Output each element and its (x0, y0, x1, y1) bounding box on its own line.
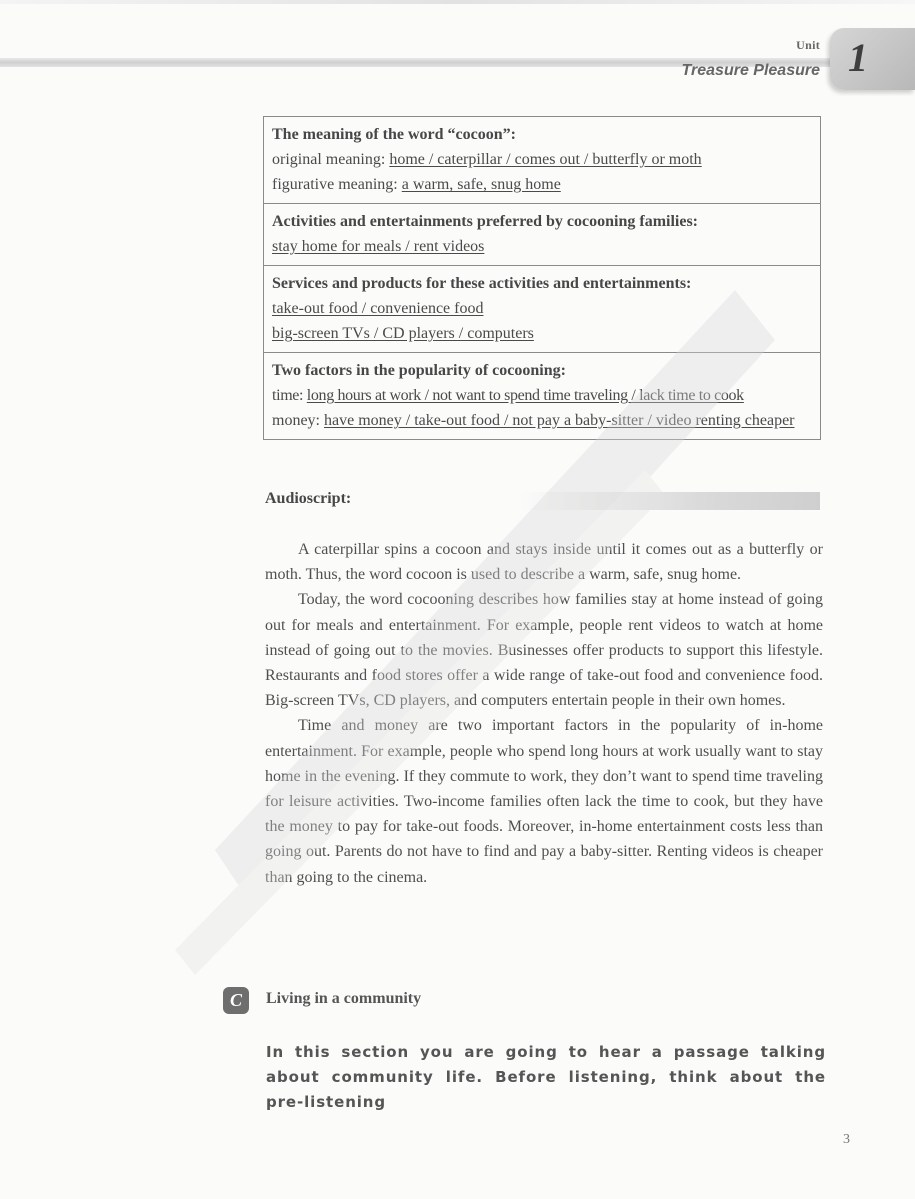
row-line (272, 383, 812, 408)
notes-table (263, 116, 821, 440)
row-line (272, 321, 812, 346)
answer-text: big-screen TVs / CD players / computers (272, 325, 534, 342)
section-c-title: Living in a community (266, 990, 422, 1007)
script-paragraph: Time and money are two important factors in the popularity of in-home entertainment. For example, people who spend long hours at work usually want to stay home in the evening. If they commute to work, they don’t want to spend time traveling for leisure activities. Two-income families often lack the time to cook, but they have the money to pay for take-out foods. Moreover, in-home entertainment costs less than going out. Parents do not have to find and pay a baby-sitter. Renting videos is cheaper than going to the cinema. (265, 717, 823, 886)
unit-tab (830, 28, 915, 90)
answer-text: have money / take-out food / not pay a baby-sitter / video renting cheaper (324, 412, 795, 429)
unit-label: Unit (796, 38, 820, 52)
audioscript-heading: Audioscript: (265, 490, 352, 507)
answer-text: a warm, safe, snug home (401, 176, 561, 193)
page-number: 3 (843, 1132, 850, 1147)
row-heading: Two factors in the popularity of cocooning: (272, 362, 566, 379)
row-heading: Activities and entertainments preferred by cocooning families: (272, 213, 699, 230)
row-line (272, 172, 812, 197)
script-paragraph: A caterpillar spins a cocoon and stays inside until it comes out as a butterfly or moth. Thus, the word cocoon is used to describe a warm, safe, snug home. (265, 541, 823, 584)
line-prefix: time: (272, 387, 307, 404)
table-row-factors (264, 353, 820, 439)
audioscript-body (265, 537, 823, 890)
line-prefix: figurative meaning: (272, 176, 402, 193)
row-heading: Services and products for these activities and entertainments: (272, 275, 692, 292)
answer-text: take-out food / convenience food (272, 300, 484, 317)
row-line (272, 408, 812, 433)
line-prefix: original meaning: (272, 151, 390, 168)
table-row-activities (264, 204, 820, 266)
answer-text: long hours at work / not want to spend time traveling / lack time to cook (306, 387, 744, 404)
section-c-instructions: In this section you are going to hear a passage talking about community life. Before listening, think about the pre-listening (266, 1043, 826, 1111)
page-top-edge (0, 0, 915, 4)
row-line (272, 296, 812, 321)
script-paragraph: Today, the word cocooning describes how families stay at home instead of going out for meals and entertainment. For example, people rent videos to watch at home instead of going out to the movies. Businesses offer products to support this lifestyle. Restaurants and food stores offer a wide range of take-out food and convenience food. Big-screen TVs, CD players, and computers entertain people in their own homes. (265, 591, 823, 710)
row-line (272, 147, 812, 172)
line-prefix: money: (272, 412, 324, 429)
table-row-cocoon-meaning (264, 117, 820, 204)
table-row-services (264, 266, 820, 353)
row-heading: The meaning of the word “cocoon”: (272, 126, 516, 143)
section-c-badge: C (223, 987, 249, 1014)
answer-text: home / caterpillar / comes out / butterfly or moth (389, 151, 702, 168)
row-line (272, 234, 812, 259)
audioscript-bar (520, 492, 820, 510)
unit-number: 1 (848, 35, 868, 80)
unit-title: Treasure Pleasure (681, 62, 820, 79)
answer-text: stay home for meals / rent videos (272, 238, 485, 255)
